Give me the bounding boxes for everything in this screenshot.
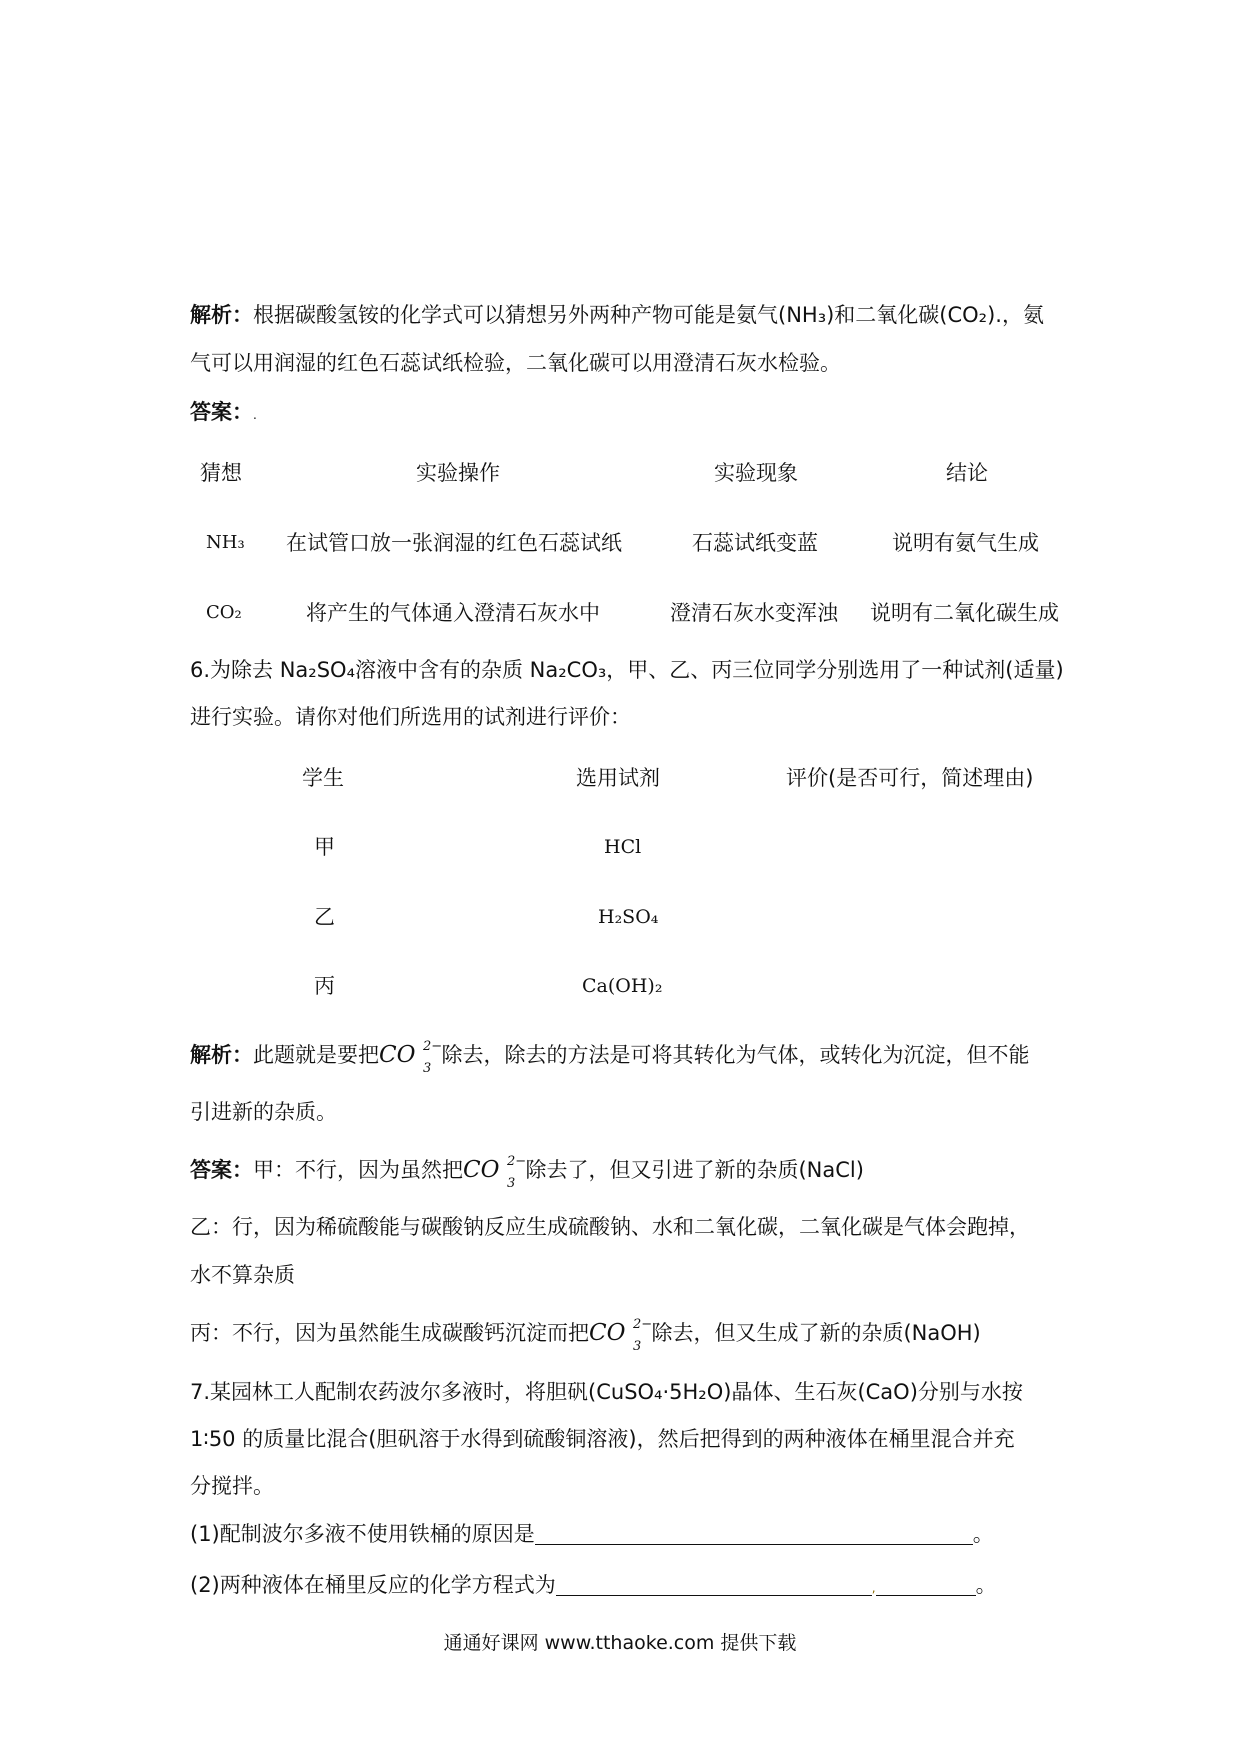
answer-blank-1[interactable]: [535, 1520, 973, 1545]
question-6-line-2: 进行实验。请你对他们所选用的试剂进行评价：: [190, 705, 631, 729]
carbonate-formula: [463, 1154, 527, 1191]
table-header: 猜想: [200, 461, 242, 485]
answer-bing: [190, 1317, 981, 1354]
sub-2-end: 。: [975, 1573, 997, 1597]
answer-blank-3[interactable]: [876, 1571, 976, 1596]
answer-label: 答案：: [190, 400, 253, 424]
formula-subscript: 3: [423, 1061, 432, 1076]
table-cell: 在试管口放一张润湿的红色石蕊试纸: [286, 531, 622, 555]
sub-2-text: (2)两种液体在桶里反应的化学方程式为: [190, 1573, 556, 1597]
formula-charge: 2−: [507, 1154, 527, 1169]
answer-1: [190, 397, 257, 430]
analysis-label: 解析：: [190, 303, 253, 327]
question-7-line-3: 分搅拌。: [190, 1474, 274, 1498]
formula-subscript: 3: [507, 1176, 516, 1191]
answer-2-line-1: [190, 1154, 864, 1191]
table-cell: Ca(OH)₂: [582, 975, 663, 997]
formula-charge: 2−: [633, 1317, 653, 1332]
sub-1-end: 。: [972, 1522, 994, 1546]
formula-text: CO: [589, 1320, 626, 1346]
table-cell: H₂SO₄: [598, 906, 659, 928]
table-cell: 澄清石灰水变浑浊: [670, 601, 838, 625]
table-cell: NH₃: [206, 532, 245, 553]
carbonate-formula: [589, 1317, 653, 1354]
sub-2-mid: ,: [871, 1581, 876, 1595]
question-7-line-1: 7.某园林工人配制农药波尔多液时，将胆矾(CuSO₄·5H₂O)晶体、生石灰(CaO)分别与水按: [190, 1380, 1023, 1404]
table-cell: 甲: [314, 835, 335, 859]
answer-mark: .: [253, 408, 257, 422]
answer-blank-2[interactable]: [556, 1571, 872, 1596]
table-cell: 丙: [314, 974, 335, 998]
table-header: 实验现象: [714, 461, 798, 485]
formula-charge: 2−: [423, 1039, 443, 1054]
table-cell: CO₂: [206, 602, 242, 623]
table-cell: HCl: [604, 836, 642, 858]
answer-jia-pre: 甲：不行，因为虽然把: [253, 1158, 463, 1182]
analysis-1-line-2: 气可以用润湿的红色石蕊试纸检验，二氧化碳可以用澄清石灰水检验。: [190, 351, 841, 375]
question-7-line-2: 1∶50 的质量比混合(胆矾溶于水得到硫酸铜溶液)，然后把得到的两种液体在桶里混合并充: [190, 1427, 1015, 1451]
analysis-text: 根据碳酸氢铵的化学式可以猜想另外两种产物可能是氨气(NH₃)和二氧化碳(CO₂).，氨: [253, 303, 1044, 327]
analysis-label: 解析：: [190, 1043, 253, 1067]
answer-bing-pre: 丙：不行，因为虽然能生成碳酸钙沉淀而把: [190, 1321, 589, 1345]
formula-text: CO: [463, 1157, 500, 1183]
carbonate-formula: [379, 1039, 443, 1076]
analysis-2-line-1: [190, 1039, 1030, 1076]
answer-bing-post: 除去，但又生成了新的杂质(NaOH): [651, 1321, 981, 1345]
table-header: 学生: [302, 766, 344, 790]
question-7-sub-2: [190, 1570, 997, 1603]
table-header: 实验操作: [416, 461, 500, 485]
analysis-text-post: 除去，除去的方法是可将其转化为气体，或转化为沉淀，但不能: [441, 1043, 1030, 1067]
table-header: 结论: [946, 461, 988, 485]
question-7-sub-1: [190, 1519, 994, 1549]
answer-yi-line-2: 水不算杂质: [190, 1263, 295, 1287]
table-cell: 说明有二氧化碳生成: [870, 601, 1059, 625]
table-cell: 将产生的气体通入澄清石灰水中: [306, 601, 600, 625]
formula-subscript: 3: [633, 1339, 642, 1354]
table-cell: 说明有氨气生成: [892, 531, 1039, 555]
table-header: 评价(是否可行，简述理由): [786, 766, 1034, 790]
table-header: 选用试剂: [576, 766, 660, 790]
answer-jia-post: 除去了，但又引进了新的杂质(NaCl): [525, 1158, 864, 1182]
formula-text: CO: [379, 1042, 416, 1068]
table-cell: 乙: [314, 905, 335, 929]
table-cell: 石蕊试纸变蓝: [692, 531, 818, 555]
answer-label: 答案：: [190, 1158, 253, 1182]
analysis-1-line-1: [190, 300, 1044, 330]
analysis-text-pre: 此题就是要把: [253, 1043, 379, 1067]
footer-credit: 通通好课网 www.tthaoke.com 提供下载: [443, 1632, 797, 1654]
analysis-2-line-2: 引进新的杂质。: [190, 1100, 337, 1124]
answer-yi-line-1: 乙：行，因为稀硫酸能与碳酸钠反应生成硫酸钠、水和二氧化碳，二氧化碳是气体会跑掉，: [190, 1215, 1030, 1239]
question-6-line-1: 6.为除去 Na₂SO₄溶液中含有的杂质 Na₂CO₃，甲、乙、丙三位同学分别选用了一种试剂(适量): [190, 658, 1064, 682]
sub-1-text: (1)配制波尔多液不使用铁桶的原因是: [190, 1522, 535, 1546]
